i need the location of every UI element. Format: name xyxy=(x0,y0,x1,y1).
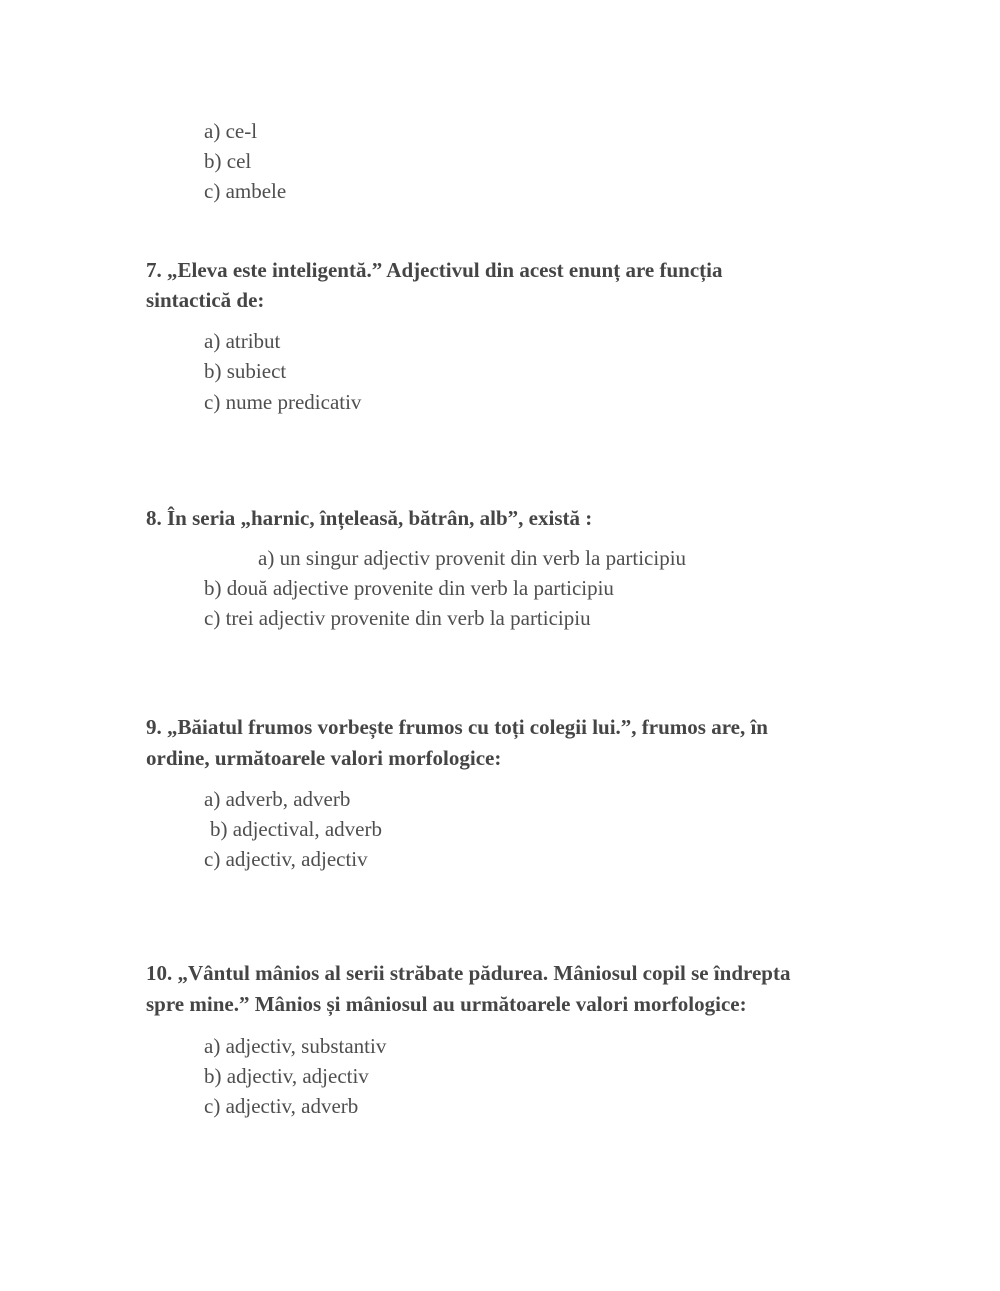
q9-text-line-2: ordine, următoarele valori morfologice: xyxy=(146,746,502,770)
q9-text-line-1: 9. „Băiatul frumos vorbește frumos cu toți colegii lui.”, frumos are, în xyxy=(146,715,768,739)
q7-text-line-2: sintactică de: xyxy=(146,288,265,312)
q6-option-c: c) ambele xyxy=(204,179,287,203)
q9-option-a: a) adverb, adverb xyxy=(204,787,351,811)
q9-option-c: c) adjectiv, adjectiv xyxy=(204,847,368,871)
q8-option-c: c) trei adjectiv provenite din verb la participiu xyxy=(204,606,591,630)
q6-option-a: a) ce-l xyxy=(204,119,258,143)
q10-option-a: a) adjectiv, substantiv xyxy=(204,1034,387,1058)
q7-text-line-1: 7. „Eleva este inteligentă.” Adjectivul din acest enunț are funcția xyxy=(146,258,723,282)
q6-option-b: b) cel xyxy=(204,149,252,173)
q7-option-a: a) atribut xyxy=(204,329,281,353)
q9-option-b: b) adjectival, adverb xyxy=(210,817,382,841)
q10-option-b: b) adjectiv, adjectiv xyxy=(204,1064,369,1088)
q8-option-a: a) un singur adjectiv provenit din verb la participiu xyxy=(258,546,687,570)
q10-text-line-1: 10. „Vântul mânios al serii străbate pădurea. Mâniosul copil se îndrepta xyxy=(146,961,791,985)
q8-option-b: b) două adjective provenite din verb la participiu xyxy=(204,576,614,600)
q7-option-c: c) nume predicativ xyxy=(204,390,362,414)
q8-text-line-1: 8. În seria „harnic, înțeleasă, bătrân, alb”, există : xyxy=(146,506,593,530)
q10-option-c: c) adjectiv, adverb xyxy=(204,1094,359,1118)
q7-option-b: b) subiect xyxy=(204,359,287,383)
q10-text-line-2: spre mine.” Mânios și mâniosul au următoarele valori morfologice: xyxy=(146,992,747,1016)
